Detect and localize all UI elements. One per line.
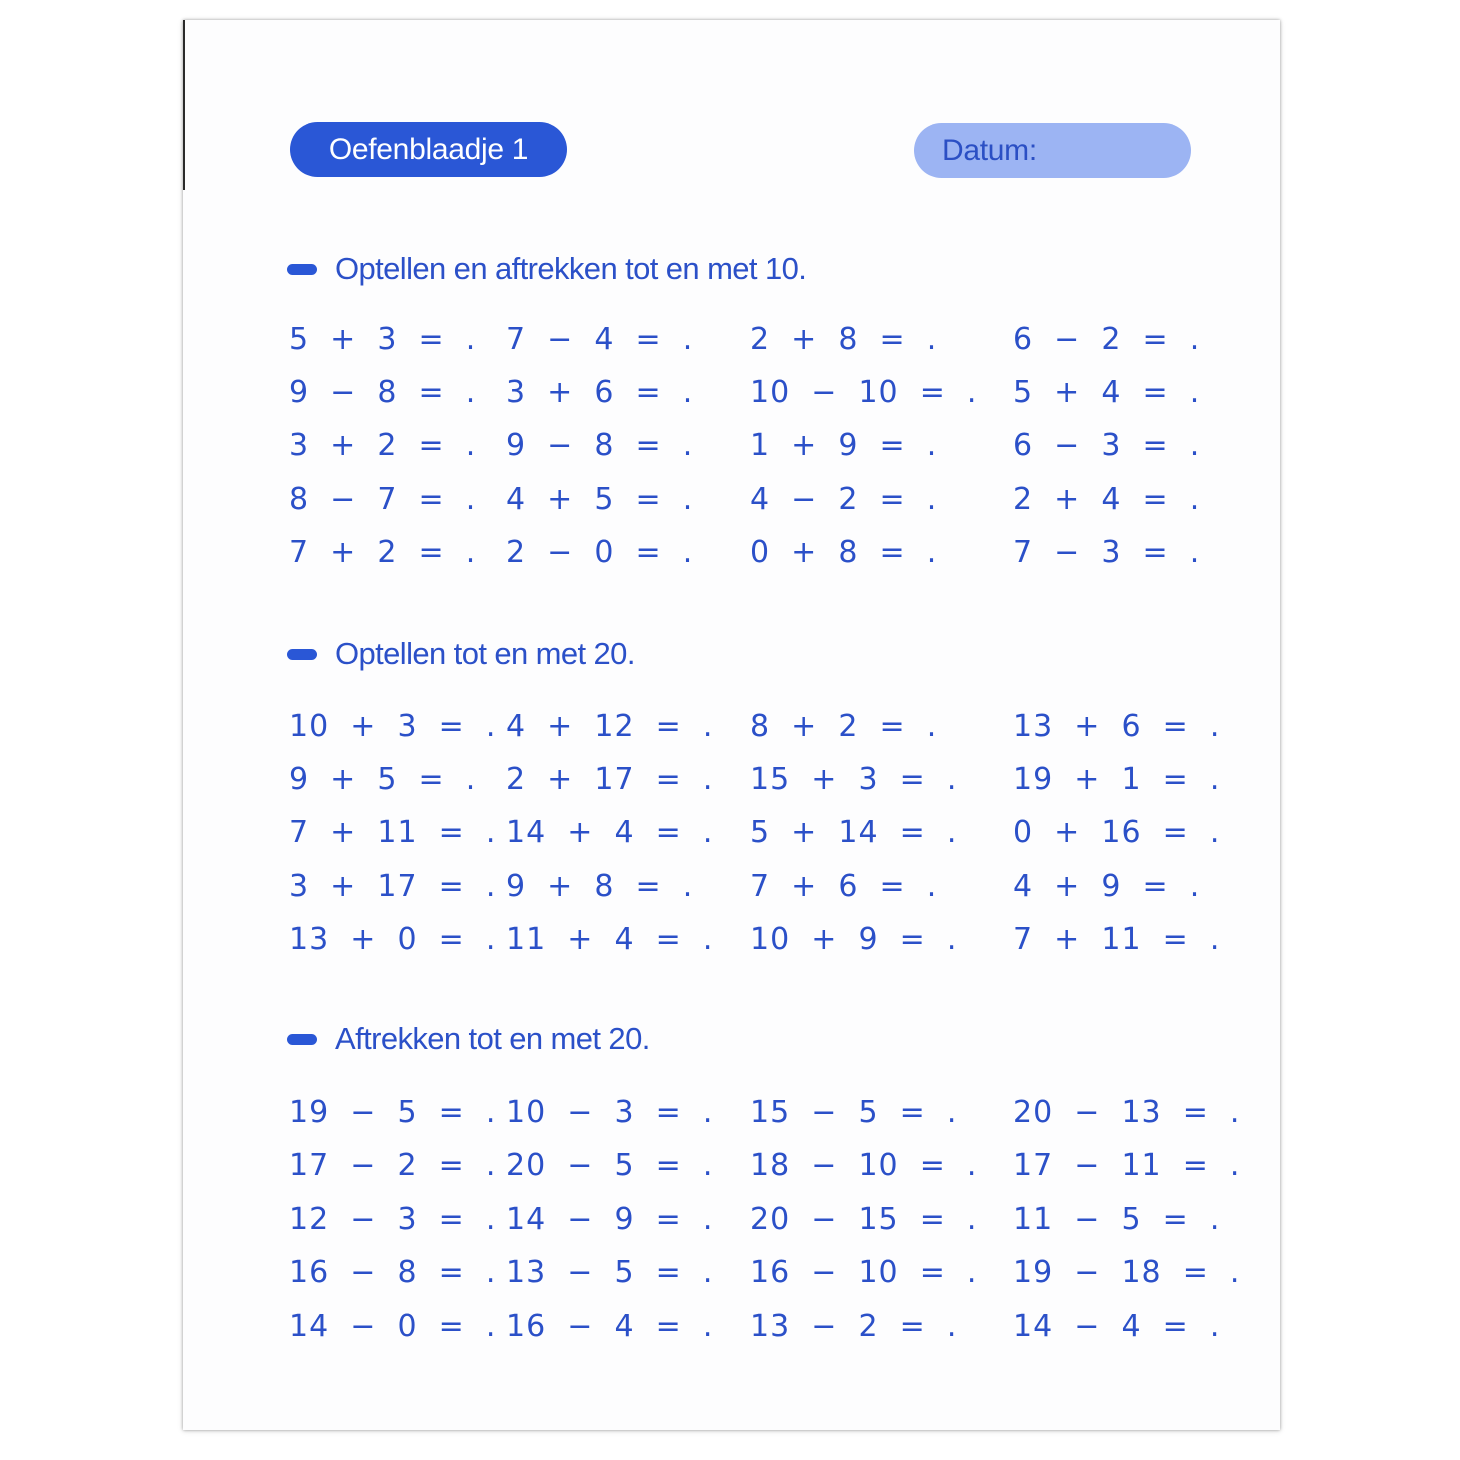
math-problem: 10 − 3 = . <box>506 1095 714 1130</box>
math-problem: 7 + 2 = . <box>289 535 477 570</box>
math-problem: 13 + 0 = . <box>289 922 497 957</box>
problem-row <box>183 1200 1280 1240</box>
problem-row <box>183 760 1280 800</box>
math-problem: 8 − 7 = . <box>289 482 477 517</box>
math-problem: 4 + 9 = . <box>1013 869 1201 904</box>
math-problem: 19 − 5 = . <box>289 1095 497 1130</box>
math-problem: 4 − 2 = . <box>750 482 938 517</box>
math-problem: 20 − 15 = . <box>750 1202 978 1237</box>
math-problem: 19 + 1 = . <box>1013 762 1221 797</box>
math-problem: 3 + 2 = . <box>289 428 477 463</box>
math-problem: 13 − 5 = . <box>506 1255 714 1290</box>
math-problem: 9 − 8 = . <box>289 375 477 410</box>
problem-row <box>183 533 1280 573</box>
math-problem: 10 + 9 = . <box>750 922 958 957</box>
math-problem: 10 − 10 = . <box>750 375 978 410</box>
math-problem: 17 − 11 = . <box>1013 1148 1241 1183</box>
problem-row <box>183 813 1280 853</box>
math-problem: 12 − 3 = . <box>289 1202 497 1237</box>
math-problem: 7 + 11 = . <box>1013 922 1221 957</box>
problem-row <box>183 480 1280 520</box>
math-problem: 6 − 2 = . <box>1013 322 1201 357</box>
math-problem: 16 − 8 = . <box>289 1255 497 1290</box>
math-problem: 7 − 4 = . <box>506 322 694 357</box>
section-bullet-icon <box>287 264 317 275</box>
math-problem: 6 − 3 = . <box>1013 428 1201 463</box>
math-problem: 2 + 4 = . <box>1013 482 1201 517</box>
problem-row <box>183 707 1280 747</box>
math-problem: 8 + 2 = . <box>750 709 938 744</box>
math-problem: 4 + 5 = . <box>506 482 694 517</box>
section-heading-3 <box>287 1019 650 1059</box>
math-problem: 1 + 9 = . <box>750 428 938 463</box>
math-problem: 11 − 5 = . <box>1013 1202 1221 1237</box>
math-problem: 4 + 12 = . <box>506 709 714 744</box>
math-problem: 3 + 17 = . <box>289 869 497 904</box>
section-heading-text: Aftrekken tot en met 20. <box>335 1021 650 1056</box>
math-problem: 16 − 10 = . <box>750 1255 978 1290</box>
problem-row <box>183 920 1280 960</box>
worksheet-page <box>183 20 1280 1430</box>
math-problem: 9 − 8 = . <box>506 428 694 463</box>
math-problem: 18 − 10 = . <box>750 1148 978 1183</box>
problem-row <box>183 426 1280 466</box>
math-problem: 7 + 6 = . <box>750 869 938 904</box>
section-heading-2 <box>287 634 635 674</box>
math-problem: 15 − 5 = . <box>750 1095 958 1130</box>
math-problem: 19 − 18 = . <box>1013 1255 1241 1290</box>
section-heading-text: Optellen tot en met 20. <box>335 636 635 671</box>
problem-row <box>183 1253 1280 1293</box>
problem-row <box>183 1093 1280 1133</box>
math-problem: 14 − 0 = . <box>289 1309 497 1344</box>
math-problem: 13 + 6 = . <box>1013 709 1221 744</box>
math-problem: 0 + 16 = . <box>1013 815 1221 850</box>
math-problem: 9 + 8 = . <box>506 869 694 904</box>
math-problem: 5 + 14 = . <box>750 815 958 850</box>
math-problem: 14 + 4 = . <box>506 815 714 850</box>
math-problem: 3 + 6 = . <box>506 375 694 410</box>
page-edge-shadow <box>183 20 185 190</box>
math-problem: 7 + 11 = . <box>289 815 497 850</box>
problem-row <box>183 1307 1280 1347</box>
math-problem: 5 + 4 = . <box>1013 375 1201 410</box>
math-problem: 20 − 5 = . <box>506 1148 714 1183</box>
section-bullet-icon <box>287 1034 317 1045</box>
problem-row <box>183 1146 1280 1186</box>
math-problem: 16 − 4 = . <box>506 1309 714 1344</box>
math-problem: 7 − 3 = . <box>1013 535 1201 570</box>
math-problem: 5 + 3 = . <box>289 322 477 357</box>
math-problem: 2 − 0 = . <box>506 535 694 570</box>
math-problem: 17 − 2 = . <box>289 1148 497 1183</box>
section-heading-text: Optellen en aftrekken tot en met 10. <box>335 251 807 286</box>
math-problem: 10 + 3 = . <box>289 709 497 744</box>
math-problem: 14 − 4 = . <box>1013 1309 1221 1344</box>
math-problem: 9 + 5 = . <box>289 762 477 797</box>
section-bullet-icon <box>287 649 317 660</box>
math-problem: 20 − 13 = . <box>1013 1095 1241 1130</box>
math-problem: 0 + 8 = . <box>750 535 938 570</box>
problem-row <box>183 373 1280 413</box>
problem-row <box>183 867 1280 907</box>
date-field: Datum: <box>914 123 1191 178</box>
math-problem: 14 − 9 = . <box>506 1202 714 1237</box>
math-problem: 2 + 17 = . <box>506 762 714 797</box>
worksheet-title: Oefenblaadje 1 <box>290 122 567 177</box>
problem-row <box>183 320 1280 360</box>
math-problem: 13 − 2 = . <box>750 1309 958 1344</box>
section-heading-1 <box>287 249 806 289</box>
math-problem: 2 + 8 = . <box>750 322 938 357</box>
math-problem: 15 + 3 = . <box>750 762 958 797</box>
math-problem: 11 + 4 = . <box>506 922 714 957</box>
